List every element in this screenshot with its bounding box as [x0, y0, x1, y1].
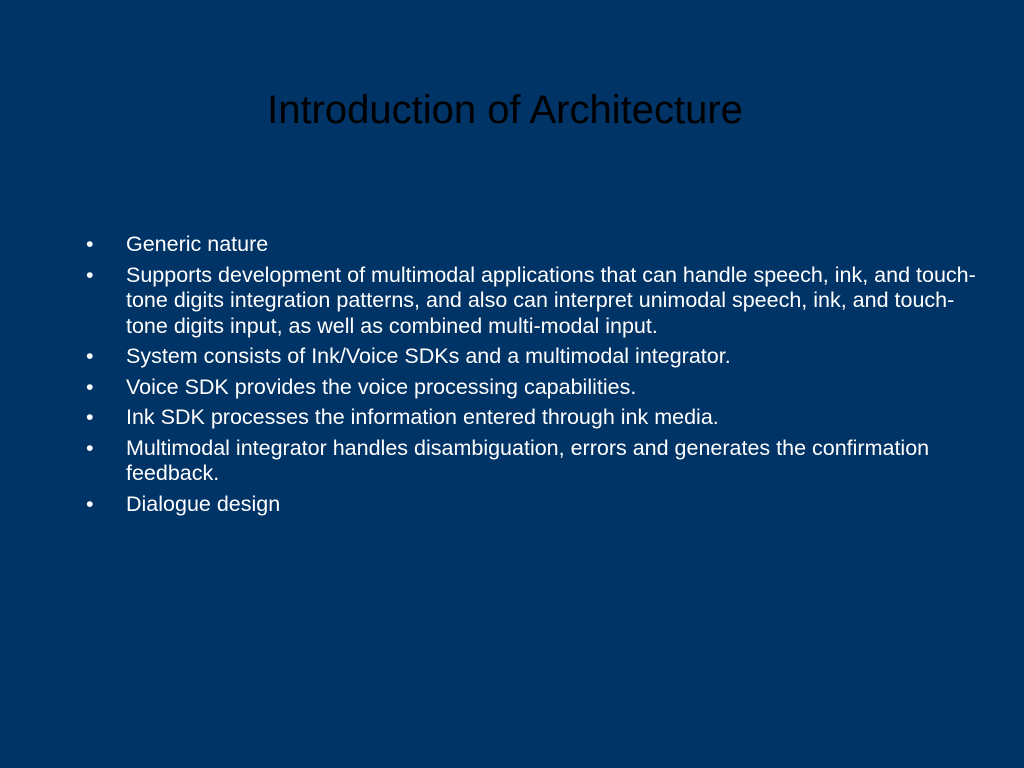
bullet-dot-icon: • [86, 344, 94, 368]
bullet-item [86, 263, 986, 340]
bullet-dot-icon: • [86, 374, 94, 399]
bullet-dot-icon: • [86, 491, 94, 516]
bullet-item [86, 405, 986, 431]
bullet-text: System consists of Ink/Voice SDKs and a multimodal integrator. [126, 344, 731, 368]
bullet-text: Multimodal integrator handles disambiguation, errors and generates the confirmation feedback. [126, 435, 930, 485]
bullet-dot-icon: • [86, 435, 94, 460]
slide-title: Introduction of Architecture [267, 88, 743, 132]
bullet-list [86, 232, 986, 522]
bullet-text: Dialogue design [126, 491, 281, 516]
bullet-text: Ink SDK processes the information entered through ink media. [126, 405, 719, 429]
bullet-item [86, 232, 986, 258]
bullet-dot-icon: • [86, 262, 94, 287]
bullet-text: Supports development of multimodal applications that can handle speech, ink, and touch-tone digits integration patterns, and also can interpret unimodal speech, ink, and touch-tone digits input, as well as combined multi-modal input. [126, 262, 976, 338]
bullet-text: Generic nature [126, 232, 269, 256]
bullet-item [86, 492, 986, 518]
bullet-text: Voice SDK provides the voice processing capabilities. [126, 374, 637, 399]
bullet-item [86, 436, 986, 487]
bullet-dot-icon: • [86, 405, 94, 429]
bullet-dot-icon: • [86, 232, 94, 256]
bullet-item [86, 375, 986, 401]
bullet-item [86, 344, 986, 370]
